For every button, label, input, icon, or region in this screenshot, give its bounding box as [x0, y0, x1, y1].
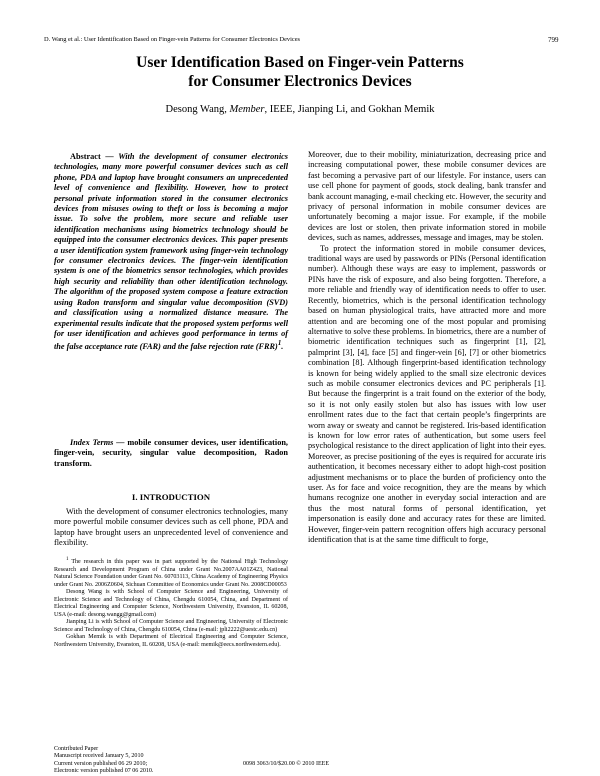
footnote-wang: Desong Wang is with School of Computer Science and Engineering, University of Electronic Science and Technology of China, Chengdu 610054, China, and Department of Electrical Engineering and Computer Science, Northwestern University, Evanston, IL 60208, USA (e-mail: desong.wangg@gmail.com): [54, 589, 288, 618]
footnote-li: Jianping Li is with School of Computer Science and Engineering, University of Electronic Science and Technology of China, Chengdu 610054, China (e-mail: jpli2222@uestc.edu.cn): [54, 619, 288, 633]
author-list: [0, 104, 600, 115]
abstract-text: With the development of consumer electronics technologies, many more powerful consumer devices such as cell phone, PDA and laptop have brought consumers an unprecedented level of convenience and flexibility. However, how to protect personal private information stored in the consumer electronics devices from misuses owing to theft or loss is becoming a major issue. To solve the problem, more secure and reliable user identification mechanisms using biometrics technology should be equipped into the consumer electronics devices. This paper presents a user identification system framework using finger-vein technology for consumer electronics devices. The finger-vein identification system is one of the biometrics sensor technologies, which provides high security and reliability than other identification technology. The algorithm of the proposed system compose a feature extraction using Radon transform and singular value decomposition (SVD) and classification using a normalized distance measure. The experimental results indicate that the proposed system performs well for user identification and achieves good performance in terms of the false acceptance rate (FAR) and the false rejection rate (FRR): [54, 152, 289, 352]
body-paragraph: To protect the information stored in mobile consumer devices, traditional ways are used by passwords or PINs (Personal identification number). Although these ways are easy to implement, passwords or PINs have the risk of exposure, and also being forgotten. Therefore, a more reliable and friendly way of identification needs to offer to user. Recently, biometrics, which is the personal identification technology based on human physiological traits, have attracted more and more attention and are becoming one of the most popular and promising alternative to solve these problems. In biometrics, there are a number of biometric identification techniques such as fingerprint [1], [2], palmprint [3], [4], face [5] and finger-vein [6], [7] or other biometrics combination [8]. Although fingerprint-based identification technology is known for being widely applied to the small size electronic devices such as mobile consumer electronics devices and PC peripherals [1]. But because the fingerprint is a trait found on the exterior of the body, so it is not only easily stolen but also has issues with low user enrollment rates due to the fact that certain people’s fingerprints are worn away or sweaty and cannot be registered. Iris-based identification is known for low error rates of authentication, but some users feel psychological resistance to the direct application of light into their eyes. Moreover, as precise positioning of the eyes is required for accurate iris authentication, it becomes necessary either to adopt high-cost position adjustment mechanisms or to place the burden of proficiency onto the user. As for face and voice recognition, they are the means by which humans recognize one another in everyday social interaction and are thus the most natural forms of personal identification, yet impersonation is easily done and accuracy rates for these are limited. However, finger-vein pattern recognition offers high accuracy personal identification that is at the same time difficult to forge,: [308, 243, 546, 545]
pubinfo-line: Current version published 06 29 2010;: [54, 760, 148, 767]
copyright-line: 0098 3063/10/$20.00 © 2010 IEEE: [243, 761, 330, 767]
abstract: [54, 152, 288, 352]
index-terms-label: Index Terms —: [70, 438, 125, 447]
footnote-memik: Gokhan Memik is with Department of Electrical Engineering and Computer Science, Northwestern University, Evanston, IL 60208, USA (e-mail: memik@eecs.northwestern.edu).: [54, 634, 288, 648]
title-line-1: User Identification Based on Finger-vein Patterns: [136, 54, 464, 71]
paper-title: [0, 53, 600, 91]
title-line-2: for Consumer Electronics Devices: [188, 73, 412, 90]
abstract-end: .: [281, 342, 284, 352]
footnote: [54, 556, 288, 649]
index-terms: [54, 438, 288, 469]
publication-info: [54, 746, 153, 775]
intro-paragraph: With the development of consumer electronics technologies, many more powerful mobile consumer devices such as cell phone, PDA and laptop have brought users an unprecedented level of convenience and flexibility.: [54, 507, 288, 548]
footnote-funding-text: The research in this paper was in part supported by the National High Technology Research and Development Program of China under Grant No.2007AA01Z423, National Natural Science Foundation under Grant No. 60703113, China Academy of Engineering Physics under Grant No. 2006Z0604, Sichuan Committee of Economics under Grant No. 2008CD00053: [54, 559, 288, 588]
page-number: 799: [548, 36, 559, 44]
running-header: D. Wang et al.: User Identification Based on Finger-vein Patterns for Consumer Electronics Devices: [44, 36, 301, 43]
index-terms-text: mobile consumer devices, user identification, finger-vein, security, singular value decomposition, Radon transform.: [54, 438, 288, 468]
abstract-label: Abstract —: [70, 152, 114, 161]
authors-first: Desong Wang,: [165, 104, 230, 115]
pubinfo-line: Contributed Paper: [54, 746, 99, 752]
author-membership: Member: [229, 104, 265, 115]
right-column: [308, 150, 546, 545]
footnote-funding: [54, 556, 288, 589]
pubinfo-line: Electronic version published 07 06 2010.: [54, 767, 154, 774]
body-paragraph: Moreover, due to their mobility, miniaturization, decreasing price and increasing computational power, these mobile consumer devices are fast becoming a pervasive part of our lifestyle. For instance, users can use cell phone for payment of goods, stock dealing, bank transfer and bank account managing, e-mail checking etc. However, the security and privacy of personal information in mobile consumer devices are unfortunately becoming a major issue. For example, if the mobile devices are lost or stolen, then private information stored in mobile devices, such as names, addresses, message and images, may be stolen.: [308, 150, 546, 243]
footnote-mark: 1: [66, 557, 69, 562]
authors-rest: , IEEE, Jianping Li, and Gokhan Memik: [264, 104, 435, 115]
abstract-footnote-mark: 1: [277, 340, 282, 348]
pubinfo-line: Manuscript received January 5, 2010: [54, 753, 144, 760]
section-heading-introduction: I. INTRODUCTION: [131, 492, 211, 502]
